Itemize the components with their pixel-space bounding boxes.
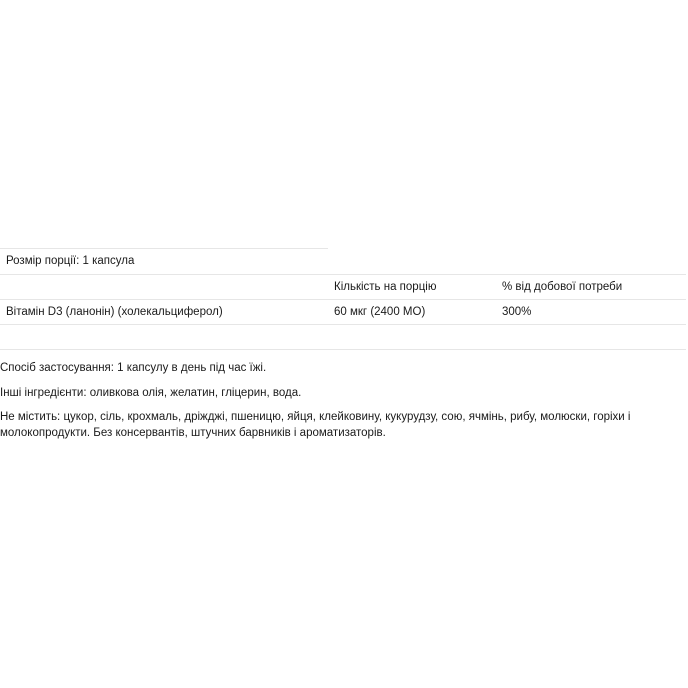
nutrient-daily-value: 300% xyxy=(502,306,532,318)
serving-size-row xyxy=(0,248,328,274)
serving-size-label: Розмір порції: 1 капсула xyxy=(6,255,135,267)
supplement-facts-table xyxy=(0,248,686,350)
nutrient-amount: 60 мкг (2400 МО) xyxy=(334,306,426,318)
daily-value-header: % від добової потреби xyxy=(502,281,623,293)
usage-instructions: Спосіб застосування: 1 капсулу в день під час їжі. xyxy=(0,362,267,374)
table-row xyxy=(0,299,686,324)
nutrient-name: Вітамін D3 (ланонін) (холекальциферол) xyxy=(6,306,223,318)
table-header-row xyxy=(0,274,686,299)
table-footer-divider xyxy=(0,324,686,350)
amount-per-serving-header: Кількість на порцію xyxy=(334,281,437,293)
free-from-statement: Не містить: цукор, сіль, крохмаль, дріжджі, пшеницю, яйця, клейковину, кукурудзу, сою, ячмінь, рибу, молюски, горіхи і молокопродукти. Без консервантів, штучних барвників і ароматизаторів. xyxy=(0,411,631,439)
other-ingredients: Інші інгредієнти: оливкова олія, желатин, гліцерин, вода. xyxy=(0,387,302,399)
